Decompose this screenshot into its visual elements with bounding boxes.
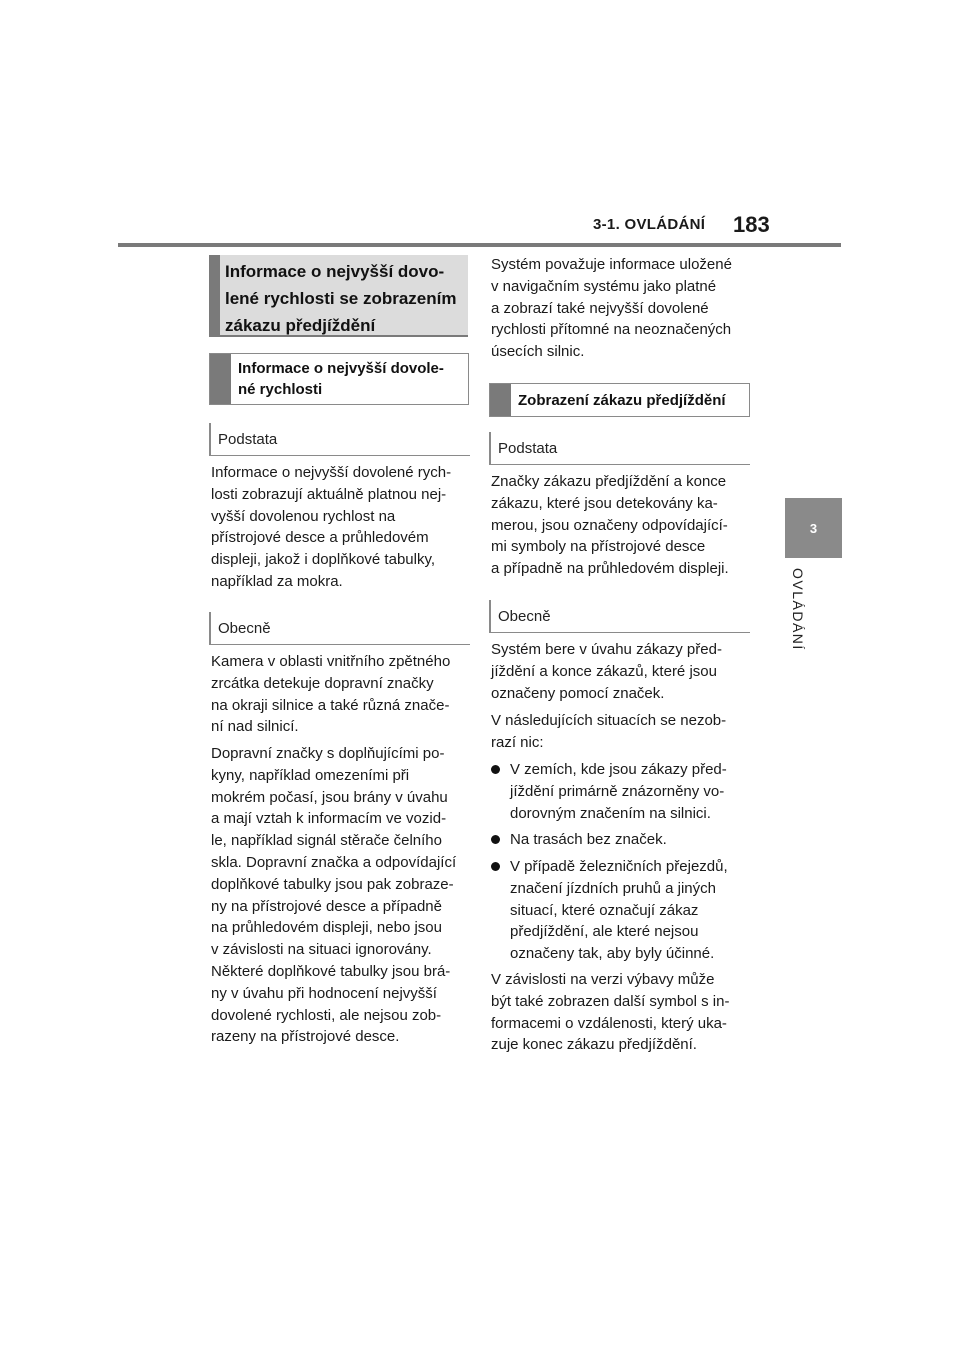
paragraph [211, 651, 450, 738]
text-line: V případě železničních přejezdů, [510, 858, 728, 875]
paragraph [491, 639, 722, 704]
text-line: v závislosti na situaci ignorovány. [211, 941, 432, 959]
minor-heading-text: Obecně [218, 619, 271, 637]
text-line: razí nic: [491, 733, 544, 751]
text-line: například za mokra. [211, 572, 343, 590]
text-line: a zobrazí také nejvyšší dovolené [491, 299, 709, 317]
text-line: kyny, například omezeními při [211, 766, 410, 784]
text-line: a případně na průhledovém displeji. [491, 560, 729, 578]
subheading-text [238, 354, 462, 404]
text-line: skla. Dopravní značka a odpovídající [211, 853, 457, 871]
main-heading-line: lené rychlosti se zobrazením [225, 289, 457, 308]
text-line: ny na přístrojové desce a případně [211, 897, 442, 915]
text-line: v navigačním systému jako platné [491, 277, 717, 295]
text-line: V závislosti na verzi výbavy může [491, 971, 715, 988]
minor-heading-text: Podstata [498, 439, 558, 457]
text-line: situací, které označují zákaz [510, 901, 699, 919]
chapter-tab [785, 498, 842, 558]
text-line: Informace o nejvyšší dovolené rych- [211, 464, 452, 481]
subheading-line: né rychlosti [238, 381, 323, 398]
minor-heading-podstata-left [209, 423, 470, 456]
text-line: V zemích, kde jsou zákazy před- [510, 761, 727, 778]
text-line: zákazu, které jsou detekovány ka- [491, 494, 718, 512]
text-line: zrcátka detekuje dopravní značky [211, 674, 434, 692]
chapter-label-wrap [790, 568, 814, 651]
subheading-bar [490, 384, 511, 416]
main-heading [209, 255, 468, 337]
text-line: Systém bere v úvahu zákazy před- [491, 641, 722, 658]
text-line: ny v úvahu při hodnocení nejvyšší [211, 984, 437, 1002]
text-line: displeji, jakož i doplňkové tabulky, [211, 551, 436, 569]
text-line: Některé doplňkové tabulky jsou brá- [211, 962, 451, 980]
text-line: rychlosti přítomné na neoznačených [491, 321, 732, 339]
text-line: zuje konec zákazu předjíždění. [491, 1036, 697, 1054]
text-line: značení jízdních pruhů a jiných [510, 879, 716, 897]
text-line: Kamera v oblasti vnitřního zpětného [211, 653, 451, 670]
text-line: doplňkové tabulky jsou pak zobraze- [211, 875, 454, 893]
heading-bar [209, 255, 220, 335]
text-line: Na trasách bez značek. [510, 831, 667, 848]
text-line: dorovným značením na silnici. [510, 804, 711, 822]
bullet-icon [491, 765, 500, 774]
text-line: merou, jsou označeny odpovídající- [491, 516, 728, 534]
text-line: Dopravní značky s doplňujícími po- [211, 745, 445, 762]
subheading-overtaking [489, 383, 750, 417]
paragraph [491, 710, 726, 754]
minor-heading-text: Obecně [498, 607, 551, 625]
subheading-line: Informace o nejvyšší dovole- [238, 360, 444, 377]
main-heading-line: zákazu předjíždění [225, 316, 376, 335]
text-line: formacemi o vzdálenosti, který uka- [491, 1014, 727, 1032]
minor-heading-podstata-right [489, 432, 750, 465]
paragraph [491, 471, 729, 580]
bullet-icon [491, 862, 500, 871]
text-line: předjíždění, ale které nejsou [510, 923, 699, 941]
page-number: 183 [733, 212, 770, 237]
text-line: na průhledovém displeji, nebo jsou [211, 919, 442, 937]
text-line: na okraji silnice a také různá znače- [211, 696, 450, 714]
minor-heading-text: Podstata [218, 430, 278, 448]
paragraph [491, 969, 729, 1056]
header-rule [118, 243, 841, 247]
text-line: mokrém počasí, jsou brány v úvahu [211, 788, 448, 806]
main-heading-text [225, 258, 464, 339]
minor-heading-obecne-right [489, 600, 750, 633]
paragraph [211, 743, 456, 1048]
text-line: jíždění a konce zákazů, které jsou [491, 662, 717, 680]
section-title: 3-1. OVLÁDÁNÍ [593, 216, 706, 233]
chapter-label: OVLÁDÁNÍ [790, 568, 806, 651]
paragraph [491, 254, 732, 363]
subheading-speed-info [209, 353, 469, 405]
text-line: Značky zákazu předjíždění a konce [491, 473, 727, 490]
minor-heading-obecne-left [209, 612, 470, 645]
main-heading-line: Informace o nejvyšší dovo- [225, 262, 445, 281]
text-line: dovolené rychlosti, ale nejsou zob- [211, 1006, 442, 1024]
paragraph [211, 462, 451, 593]
text-line: Systém považuje informace uložené [491, 256, 732, 273]
text-line: a mají vztah k informacím ve vozid- [211, 810, 447, 828]
text-line: jíždění primárně znázorněny vo- [510, 782, 725, 800]
text-line: vyšší dovolenou rychlost na [211, 507, 396, 525]
bullet-icon [491, 835, 500, 844]
text-line: označeny pomocí značek. [491, 684, 665, 702]
chapter-number: 3 [809, 520, 818, 536]
text-line: být také zobrazen další symbol s in- [491, 992, 730, 1010]
text-line: losti zobrazují aktuálně platnou nej- [211, 485, 447, 503]
subheading-bar [210, 354, 231, 404]
text-line: úsecích silnic. [491, 343, 585, 361]
text-line: V následujících situacích se nezob- [491, 712, 727, 729]
text-line: razeny na přístrojové desce. [211, 1028, 400, 1046]
text-line: mi symboly na přístrojové desce [491, 538, 706, 556]
subheading-text: Zobrazení zákazu předjíždění [518, 391, 726, 409]
text-line: le, například signál stěrače čelního [211, 832, 442, 850]
text-line: přístrojové desce a průhledovém [211, 529, 429, 547]
text-line: označeny tak, aby byly účinné. [510, 945, 715, 963]
text-line: ní nad silnicí. [211, 718, 299, 736]
